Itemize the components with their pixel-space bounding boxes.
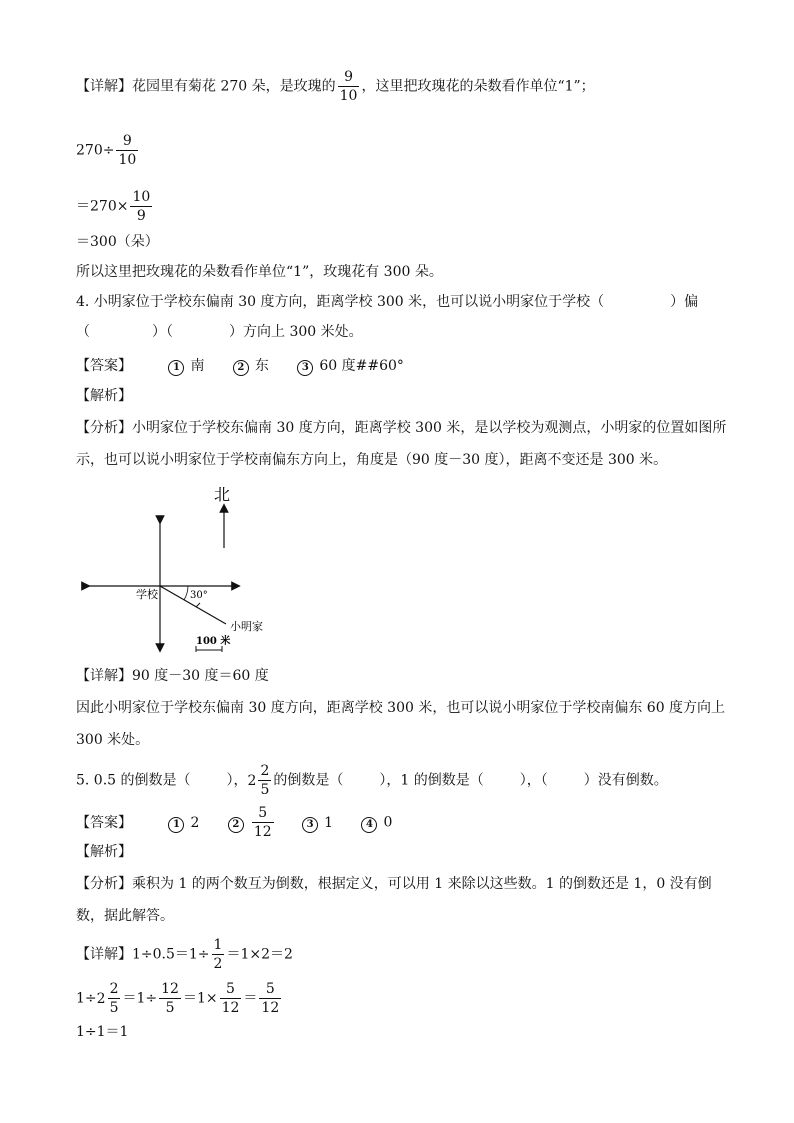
calc-line-1: 270÷ $\frac{9}{10}$ bbox=[76, 133, 137, 168]
home-label: 小明家 bbox=[230, 620, 263, 633]
q4-conclusion-1: 因此小明家位于学校东偏南 30 度方向，距离学校 300 米，也可以说小明家位于学校南偏东 60 度方向上 bbox=[76, 700, 726, 716]
angle-arc bbox=[184, 586, 188, 600]
conclusion-1: 所以这里把玫瑰花的朵数看作单位“1”，玫瑰花有 300 朵。 bbox=[76, 264, 443, 280]
calc-line-2: ＝270× $\frac{10}{9}$ bbox=[76, 189, 151, 224]
q5-eq-1: 【详解】1÷0.5＝1÷ $\frac{1}{2}$ ＝1×2＝2 bbox=[76, 937, 293, 972]
q4-line-1: 4. 小明家位于学校东偏南 30 度方向，距离学校 300 米，也可以说小明家位于学校（ ）偏 bbox=[76, 294, 699, 310]
calc-line-3: ＝300（朵） bbox=[76, 234, 159, 250]
q4-line-2: （ ）（ ）方向上 300 米处。 bbox=[76, 324, 363, 340]
fraction: $\frac{10}{9}$ bbox=[132, 189, 151, 224]
q5-analysis-2: 数，据此解答。 bbox=[76, 908, 174, 924]
q5-eq-2: 1÷ 2 $\frac{2}{5}$ ＝1÷ $\frac{12}{5}$ ＝1× $\frac{5}{12}$ ＝ $\frac{5}{12}$ bbox=[76, 981, 280, 1016]
fraction: $\frac{9}{10}$ bbox=[118, 133, 137, 168]
q4-detail: 【详解】90 度－30 度＝60 度 bbox=[76, 668, 269, 684]
detail-line-1: 【详解】花园里有菊花 270 朵，是玫瑰的 $\frac{9}{10}$ ，这里把玫瑰花的朵数看作单位“1”； bbox=[76, 69, 595, 104]
angle-label: 30° bbox=[190, 590, 208, 601]
q4-conclusion-2: 300 米处。 bbox=[76, 732, 150, 748]
fraction: $\frac{9}{10}$ bbox=[339, 69, 358, 104]
q4-analysis-1: 【分析】小明家位于学校东偏南 30 度方向，距离学校 300 米，是以学校为观测点，小明家的位置如图所 bbox=[76, 420, 727, 436]
q5-answer: 【答案】 1 2 2 $\frac{5}{12}$ 3 1 4 0 bbox=[76, 805, 393, 840]
mixed-number: 2 $\frac{2}{5}$ bbox=[247, 763, 270, 798]
school-label: 学校 bbox=[136, 588, 158, 601]
ray-tick bbox=[196, 603, 200, 607]
q5-jiexi: 【解析】 bbox=[76, 844, 132, 860]
q4-jiexi: 【解析】 bbox=[76, 388, 132, 404]
scale-label: 100 米 bbox=[196, 636, 231, 647]
q5-line: 5. 0.5 的倒数是（ ）， 2 $\frac{2}{5}$ 的倒数是（ ），1 的倒数是（ ），（ ）没有倒数。 bbox=[76, 763, 668, 798]
q5-eq-3: 1÷1＝1 bbox=[76, 1024, 129, 1040]
north-label: 北 bbox=[214, 485, 231, 504]
q4-analysis-2: 示，也可以说小明家位于学校南偏东方向上，角度是（90 度－30 度），距离不变还是 300 米。 bbox=[76, 452, 668, 468]
direction-diagram bbox=[76, 482, 266, 654]
q5-analysis-1: 【分析】乘积为 1 的两个数互为倒数，根据定义，可以用 1 来除以这些数。1 的倒数还是 1，0 没有倒 bbox=[76, 876, 712, 892]
q4-answer: 【答案】 1 南 2 东 3 60 度##60° bbox=[76, 358, 404, 374]
